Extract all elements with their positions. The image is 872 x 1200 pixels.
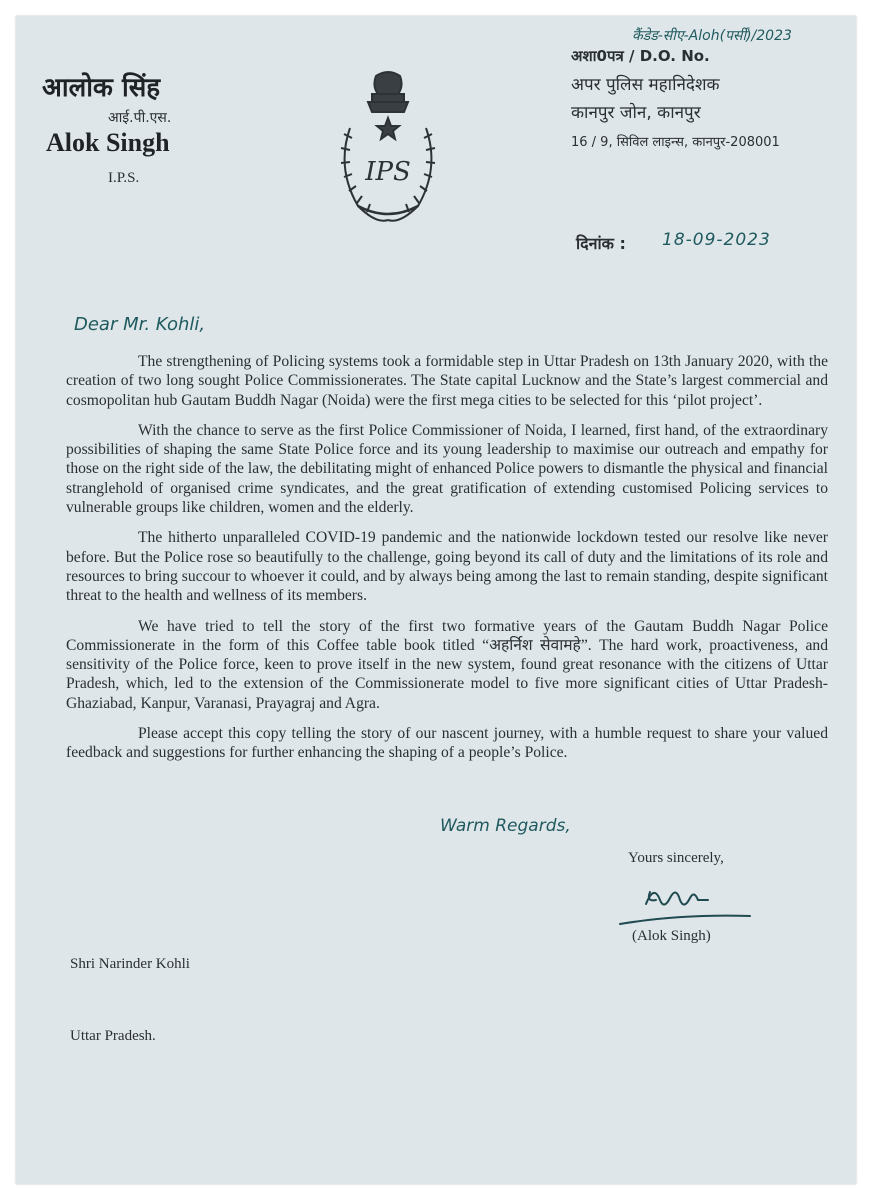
warm-regards-handwritten: Warm Regards, bbox=[440, 816, 571, 836]
paragraph: The strengthening of Policing systems took a formidable step in Uttar Pradesh on 13th January 2020, with the creation of two long sought Police Commissionerates. The State capital Lucknow and the State’s largest commercial and cosmopolitan hub Gautam Buddh Nagar (Noida) were the first mega cities to be selected for this ‘pilot project’. bbox=[66, 353, 828, 409]
emblem-monogram: IPS bbox=[365, 157, 411, 187]
signatory-name: (Alok Singh) bbox=[632, 928, 711, 944]
paragraph: We have tried to tell the story of the first two formative years of the Gautam Buddh Nagar Police Commissionerate in the form of this Coffee table book titled “अहर्निश सेवामहे”. The hard work, proactiveness, and sensitivity of the Police force, keen to prove itself in the new system, found great resonance with the citizens of Uttar Pradesh, which, led to the extension of the Commissionerate model to five more significant cities of Uttar Pradesh- Ghaziabad, Kanpur, Varanasi, Prayagraj and Agra. bbox=[66, 617, 828, 712]
paragraph: With the chance to serve as the first Police Commissioner of Noida, I learned, first hand, of the extraordinary possibilities of shaping the same State Police force and its young leadership to maximise our outreach and empathy for those on the right side of the law, the debilitating might of enhanced Police powers to dismantle the physical and financial stranglehold of organised crime syndicates, and the great gratification of extending customised Policing services to vulnerable groups like children, women and the elderly. bbox=[66, 421, 828, 517]
office-zone: कानपुर जोन, कानपुर bbox=[571, 103, 701, 123]
salutation: Dear Mr. Kohli, bbox=[74, 314, 206, 335]
recipient-place: Uttar Pradesh. bbox=[70, 1028, 156, 1044]
date-label: दिनांक : bbox=[576, 234, 626, 253]
letter-body bbox=[66, 352, 828, 774]
recipient-name: Shri Narinder Kohli bbox=[70, 956, 190, 972]
reference-number-handwritten: कैंडेड-सीए-Aloh(पर्सी)/2023 bbox=[632, 28, 792, 44]
signature-icon bbox=[616, 874, 756, 930]
paragraph: Please accept this copy telling the story of our nascent journey, with a humble request to share your valued feedback and suggestions for further enhancing the shaping of a people’s Police. bbox=[66, 725, 828, 762]
sender-service-hindi: आई.पी.एस. bbox=[108, 110, 172, 126]
date-value: 18-09-2023 bbox=[662, 230, 771, 250]
office-title: अपर पुलिस महानिदेशक bbox=[571, 75, 720, 95]
sender-service-english: I.P.S. bbox=[108, 170, 140, 186]
sender-name-hindi: आलोक सिंह bbox=[42, 73, 161, 103]
ips-emblem-icon bbox=[328, 68, 448, 228]
paragraph: The hitherto unparalleled COVID-19 pandemic and the nationwide lockdown tested our resolve like never before. But the Police rose so beautifully to the challenge, going beyond its call of duty and the limitations of its role and resources to bring succour to whoever it could, and by always being among the last to remain standing, despite significant threat to the health and wellness of its members. bbox=[66, 529, 828, 605]
letter-sheet bbox=[16, 16, 856, 1184]
closing: Yours sincerely, bbox=[628, 850, 724, 866]
office-address: 16 / 9, सिविल लाइन्स, कानपुर-208001 bbox=[571, 135, 780, 150]
sender-name-english: Alok Singh bbox=[46, 128, 170, 157]
do-number-label: अशा0पत्र / D.O. No. bbox=[571, 47, 710, 65]
